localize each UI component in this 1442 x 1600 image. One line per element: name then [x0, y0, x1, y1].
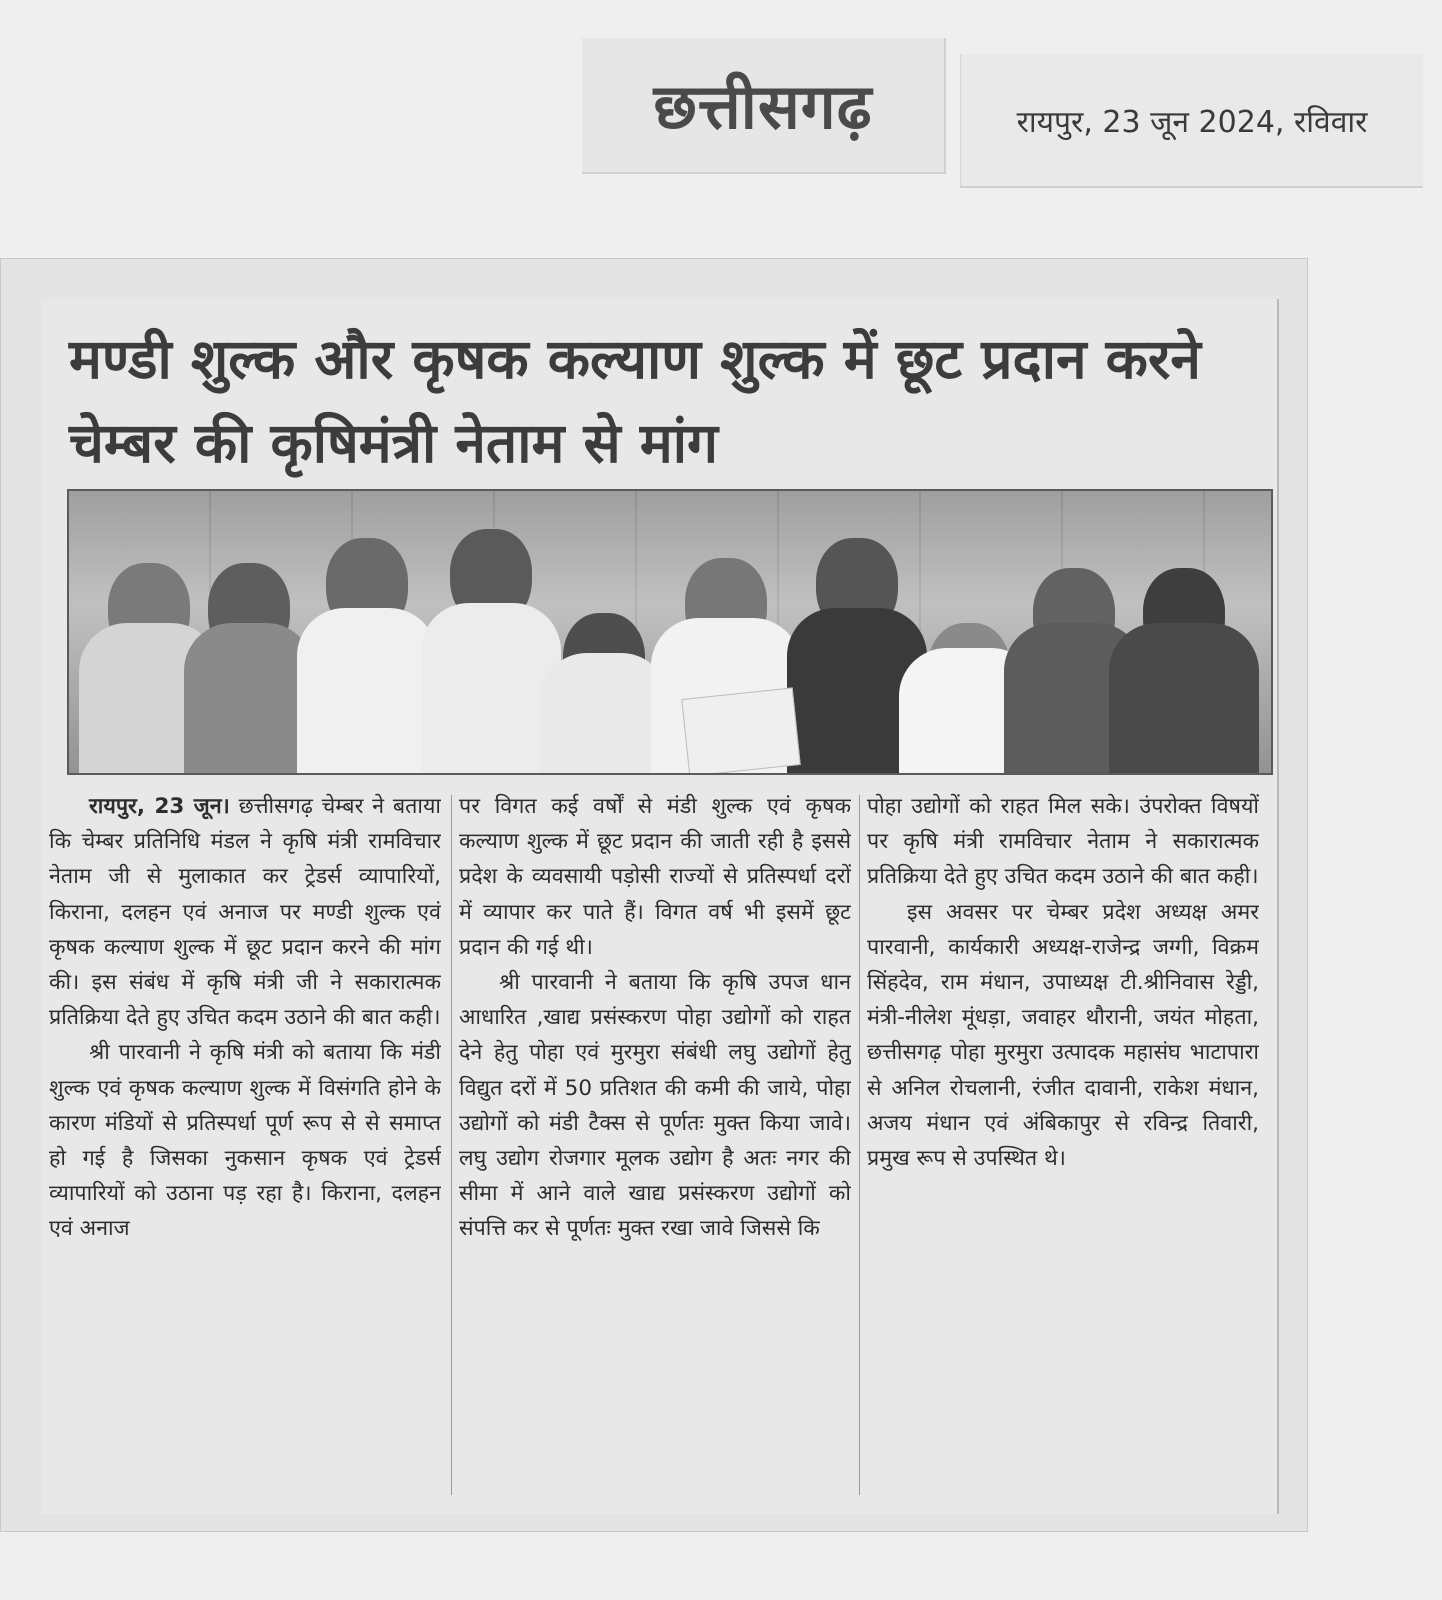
article-paragraph: इस अवसर पर चेम्बर प्रदेश अध्यक्ष अमर पारवानी, कार्यकारी अध्यक्ष-राजेन्द्र जग्गी, विक्रम सिंहदेव, राम मंधान, उपाध्यक्ष टी.श्रीनिवास रेड्डी, मंत्री-नीलेश मूंधड़ा, जवाहर थौरानी, जयंत मोहता, छत्तीसगढ़ पोहा मुरमुरा उत्पादक महासंघ भाटापारा से अनिल रोचलानी, रंजीत दावानी, राकेश मंधान, अजय मंधान एवं अंबिकापुर से रविन्द्र तिवारी, प्रमुख रूप से उपस्थित थे। [867, 899, 1259, 1172]
paragraph-text: छत्तीसगढ़ चेम्बर ने बताया कि चेम्बर प्रतिनिधि मंडल ने कृषि मंत्री रामविचार नेताम जी से मुलाकात कर ट्रेडर्स व्यापारियों, किराना, दलहन एवं अनाज पर मण्डी शुल्क एवं कृषक कल्याण शुल्क में छूट प्रदान करने की मांग की। इस संबंध में कृषि मंत्री जी ने सकारात्मक प्रतिक्रिया देते हुए उचित कदम उठाने की बात कही। [49, 794, 441, 1031]
memorandum-document [681, 687, 801, 775]
article-column-3 [867, 789, 1259, 1505]
article-headline: मण्डी शुल्क और कृषक कल्याण शुल्क में छूट प्रदान करने चेम्बर की कृषिमंत्री नेताम से मांग [69, 327, 1201, 475]
article-body [49, 789, 1269, 1509]
column-divider [451, 795, 452, 1495]
article-panel [41, 299, 1279, 1514]
column-divider [859, 795, 860, 1495]
article-dateline: रायपुर, 23 जून। [89, 794, 230, 819]
photo-person [539, 543, 669, 773]
photo-person [297, 508, 437, 773]
photo-person [1109, 523, 1259, 773]
section-name: छत्तीसगढ़ [653, 70, 873, 143]
article-column-2 [459, 789, 851, 1505]
article-paragraph: श्री पारवानी ने बताया कि कृषि उपज धान आधारित ,खाद्य प्रसंस्करण पोहा उद्योगों को राहत देने हेतु पोहा एवं मुरमुरा संबंधी लघु उद्योगों हेतु विद्युत दरों में 50 प्रतिशत की कमी की जाये, पोहा उद्योगों को मंडी टैक्स से पूर्णतः मुक्त किया जावे। लघु उद्योग रोजगार मूलक उद्योग है अतः नगर की सीमा में आने वाले खाद्य प्रसंस्करण उद्योगों को संपत्ति कर से पूर्णतः मुक्त रखा जावे जिससे कि [459, 970, 851, 1242]
article-paragraph: पर विगत कई वर्षों से मंडी शुल्क एवं कृषक कल्याण शुल्क में छूट प्रदान की जाती रही है इससे प्रदेश के व्यवसायी पड़ोसी राज्यों से प्रतिस्पर्धा दरों में व्यापार कर पाते हैं। विगत वर्ष भी इसमें छूट प्रदान की गई थी। [459, 794, 851, 960]
article-paragraph [49, 789, 441, 1035]
section-masthead [582, 38, 946, 174]
dateline-text: रायपुर, 23 जून 2024, रविवार [1016, 104, 1368, 140]
article-paragraph: श्री पारवानी ने कृषि मंत्री को बताया कि मंडी शुल्क एवं कृषक कल्याण शुल्क में विसंगति होने के कारण मंडियों से प्रतिस्पर्धा पूर्ण रूप से से समाप्त हो गई है जिसका नुकसान कृषक एवं ट्रेडर्स व्यापारियों को उठाना पड़ रहा है। किराना, दलहन एवं अनाज [49, 1040, 441, 1242]
article-column-1 [49, 789, 441, 1505]
photo-person [184, 523, 314, 773]
newspaper-clipping [0, 258, 1308, 1532]
article-paragraph: पोहा उद्योगों को राहत मिल सके। उंपरोक्त विषयों पर कृषि मंत्री रामविचार नेताम ने सकारात्मक प्रतिक्रिया देते हुए उचित कदम उठाने की बात कही। [867, 794, 1259, 890]
group-photo [67, 489, 1273, 775]
page-dateline [960, 54, 1423, 188]
